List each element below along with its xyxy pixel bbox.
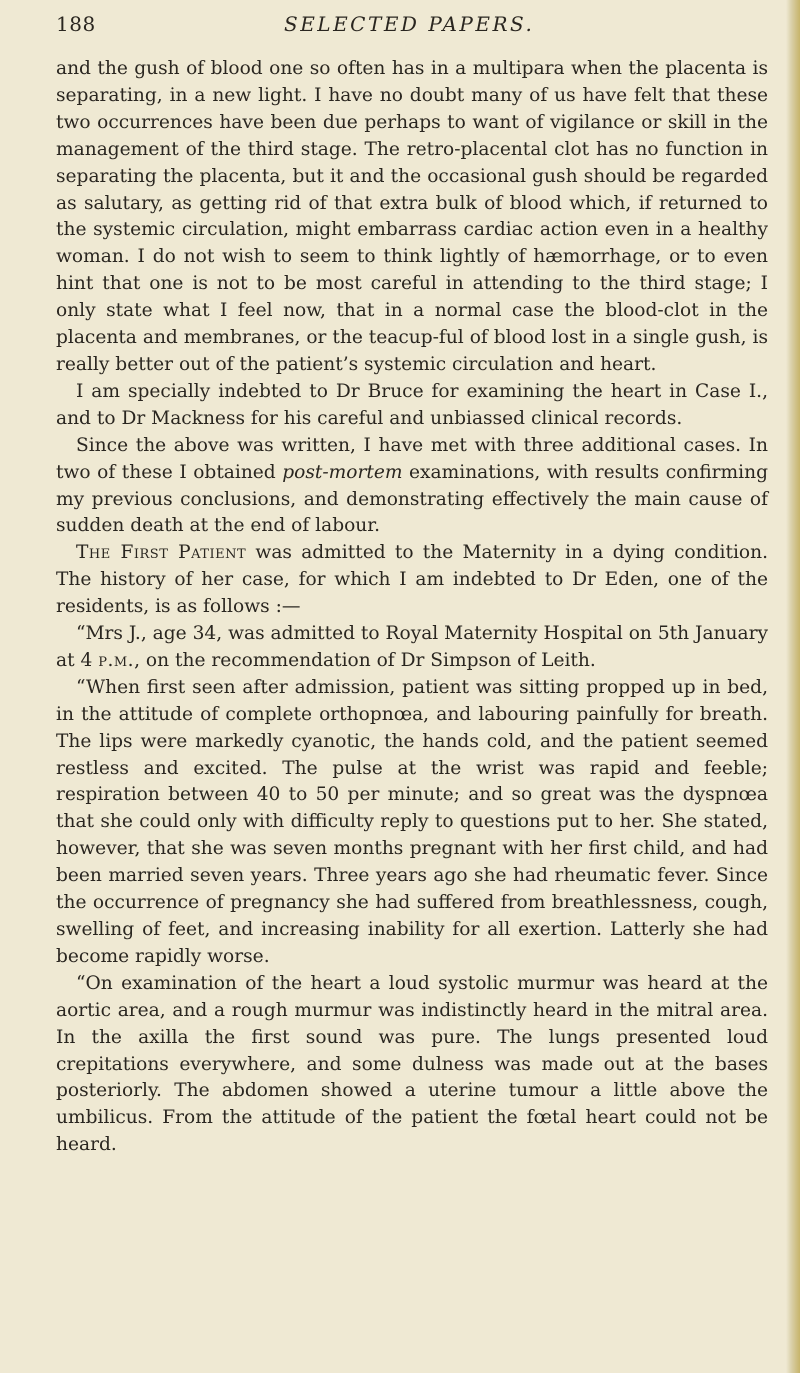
text-run: , on the recommendation of Dr Simpson of Leith. <box>134 649 596 671</box>
text-run: examinations, with results confirming my previous conclusions, and demonstrating effectively the main cause of sudden death at the end of labour. <box>56 461 768 537</box>
paragraph-examination: “On examination of the heart a loud systolic murmur was heard at the aortic area, and a rough murmur was indistinctly heard in the mitral area. In the axilla the first sound was pure. The lungs presented loud crepitations everywhere, and some dulness was made out at the bases posteriorly. The abdomen showed a uterine tumour a little above the umbilicus. From the attitude of the patient the fœtal heart could not be heard. <box>56 972 768 1156</box>
body-text <box>56 56 768 1159</box>
paragraph-admission <box>56 621 768 675</box>
running-title: SELECTED PAPERS. <box>284 12 535 36</box>
paragraph-history: “When first seen after admission, patient was sitting propped up in bed, in the attitude of complete orthopnœa, and labouring painfully for breath. The lips were markedly cyanotic, the hands cold, and the patient seemed restless and excited. The pulse at the wrist was rapid and feeble; respiration between 40 to 50 per minute; and so great was the dyspnœa that she could only with difficulty reply to questions put to her. She stated, however, that she was seven months pregnant with her first child, and had been married seven years. Three years ago she had rheumatic fever. Since the occurrence of pregnancy she had suffered from breathlessness, cough, swelling of feet, and increasing inability for all exertion. Latterly she had become rapidly worse. <box>56 676 768 967</box>
text-run: “Mrs J., age 34, was admitted to Royal Maternity Hospital on 5th January at 4 <box>56 623 768 671</box>
time-abbreviation: p.m. <box>98 649 135 671</box>
running-head <box>56 6 746 46</box>
paragraph-first-patient <box>56 540 768 621</box>
smallcaps-heading: The First Patient <box>76 542 247 564</box>
page-number: 188 <box>56 12 96 36</box>
italic-term: post-mortem <box>282 461 403 483</box>
paragraph-continuation: and the gush of blood one so often has in a multipara when the placenta is separating, in a new light. I have no doubt many of us have felt that these two occurrences have been due perhaps to want of vigilance or skill in the management of the third stage. The retro-placental clot has no function in separating the placenta, but it and the occasional gush should be regarded as salutary, as getting rid of that extra bulk of blood which, if returned to the systemic circulation, might embarrass cardiac action even in a healthy woman. I do not wish to seem to think lightly of hæmorrhage, or to even hint that one is not to be most careful in attending to the third stage; I only state what I feel now, that in a normal case the blood-clot in the placenta and membranes, or the teacup-ful of blood lost in a single gush, is really better out of the patient’s systemic circulation and heart. <box>56 58 768 375</box>
text-run: was admitted to the Maternity in a dying condition. The history of her case, for which I am indebted to Dr Eden, one of the residents, is as follows :— <box>56 542 768 618</box>
paragraph-additional-cases <box>56 433 768 541</box>
text-run: Since the above was written, I have met with three additional cases. In two of these I obtained <box>56 434 768 483</box>
page-edge-shadow <box>786 0 800 1373</box>
paragraph-acknowledgement: I am specially indebted to Dr Bruce for examining the heart in Case I., and to Dr Mackness for his careful and unbiassed clinical records. <box>56 380 768 429</box>
